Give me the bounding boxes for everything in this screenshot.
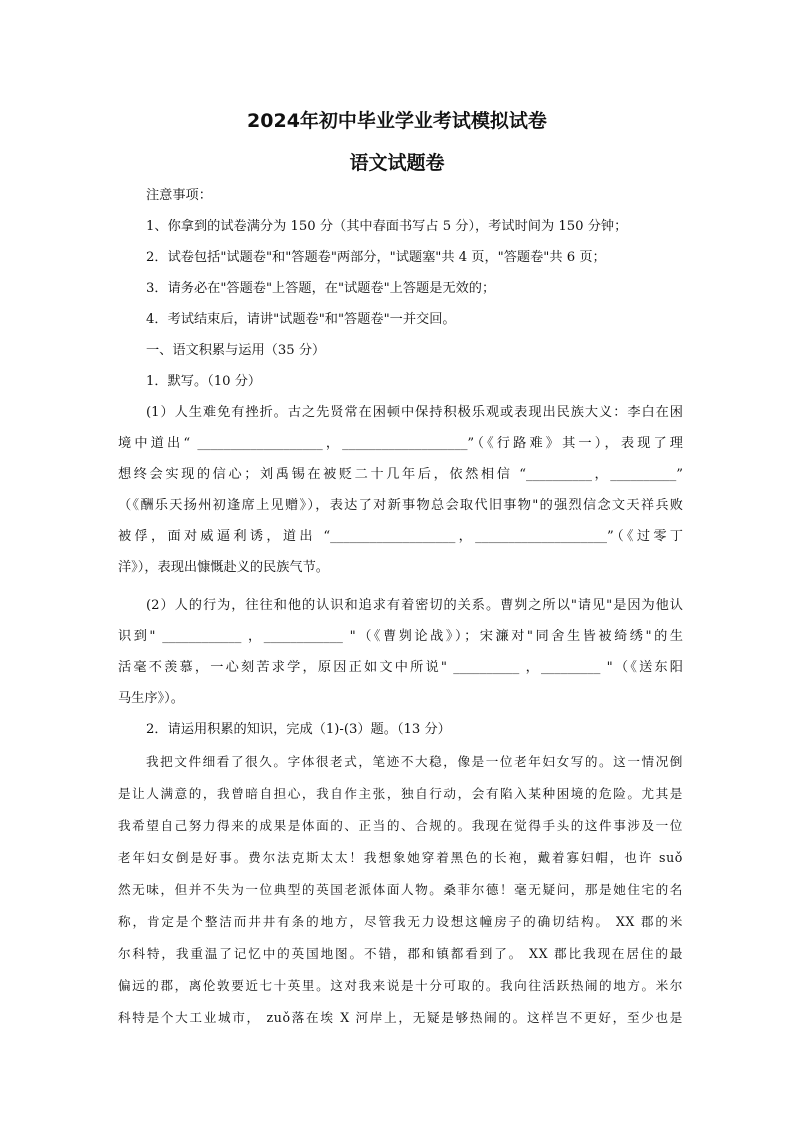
passage-line: 我把文件细看了很久。字体很老式，笔迹不大稳，像是一位老年妇女写的。这一情况倒 xyxy=(146,754,683,769)
section-heading: 一、语文积累与运用（35 分） xyxy=(146,343,326,358)
passage-line: 科特是个大工业城市， zuǒ落在埃 X 河岸上，无疑是够热闹的。这样岂不更好，至少也是 xyxy=(118,1010,683,1025)
question-1-part1-line: （《酬乐天扬州初逢席上见赠》），表达了对新事物总会取代旧事物"的强烈信念文天祥兵败 xyxy=(118,498,683,513)
question-2-heading: 2．请运用积累的知识，完成（1)-(3）题。（13 分） xyxy=(146,722,451,737)
notice-item: 2．试卷包括"试题卷"和"答题卷"两部分，"试题塞"共 4 页，"答题卷"共 6 页； xyxy=(146,250,606,265)
question-1-part2-line: 马生序》）。 xyxy=(118,691,184,706)
question-1-part2-line: 活毫不羡慕，一心刻苦求学，原因正如文中所说" __________ ，_________ "（《送东阳 xyxy=(118,660,683,675)
notice-heading: 注意事项： xyxy=(146,188,212,203)
passage-line: 是让人满意的，我曾暗自担心，我自作主张，独自行动，会有陷入某种困境的危险。尤其是 xyxy=(118,786,683,801)
passage-line: 偏远的郡，离伦敦要近七十英里。这对我来说是十分可取的。我向往活跃热闹的地方。米尔 xyxy=(118,978,683,993)
question-1-part2-line: (2）人的行为，往往和他的认识和追求有着密切的关系。曹刿之所以"请见"是因为他认 xyxy=(146,598,683,613)
notice-item: 3．请务必在"答题卷"上答题，在"试题卷"上答题是无效的； xyxy=(146,281,496,296)
passage-line: 尔科特，我重温了记忆中的英国地图。不错，郡和镇都看到了。 XX 郡比我现在居住的最 xyxy=(118,946,683,961)
question-1-part1-line: 洋》），表现出慷慨赴义的民族气节。 xyxy=(118,560,329,575)
question-1-part2-line: 识到" ____________ ，____________ "（《曹刿论战》）；宋濂对"同舍生皆被绮绣"的生 xyxy=(118,629,683,644)
exam-subtitle: 语文试题卷 xyxy=(349,152,445,174)
question-1-heading: 1．默写。（10 分） xyxy=(146,374,262,389)
question-1-part1-line: 被俘，面对威逼利诱，道出 “___________________，____________________”（《过零丁 xyxy=(118,529,683,544)
exam-title: 2024年初中毕业学业考试模拟试卷 xyxy=(247,110,547,132)
passage-line: 称，肯定是个整洁而井井有条的地方，尽管我无力设想这幢房子的确切结构。 XX 郡的米 xyxy=(118,914,683,929)
passage-line: 然无味，但并不失为一位典型的英国老派体面人物。桑菲尔德！毫无疑问，那是她住宅的名 xyxy=(118,882,683,897)
question-1-part1-line: (1）人生难免有挫折。古之先贤常在困顿中保持积极乐观或表现出民族大义：李白在困 xyxy=(146,405,683,420)
notice-item: 1、你拿到的试卷满分为 150 分（其中春面书写占 5 分），考试时间为 150 分钟； xyxy=(146,219,628,234)
passage-line: 我希望自己努力得来的成果是体面的、正当的、合规的。我现在觉得手头的这件事涉及一位 xyxy=(118,818,683,833)
question-1-part1-line: 境中道出“ ___________________，___________________”（《行路难》其一），表现了理 xyxy=(118,436,683,451)
passage-line: 老年妇女倒是好事。费尔法克斯太太！我想象她穿着黑色的长袍，戴着寡妇帽，也许 suǒ xyxy=(118,850,683,865)
question-1-part1-line: 想终会实现的信心；刘禹锡在被贬二十几年后，依然相信 “__________，__________” xyxy=(118,467,683,482)
notice-item: 4．考试结束后，请讲"试题卷"和"答题卷"一并交回。 xyxy=(146,312,456,327)
